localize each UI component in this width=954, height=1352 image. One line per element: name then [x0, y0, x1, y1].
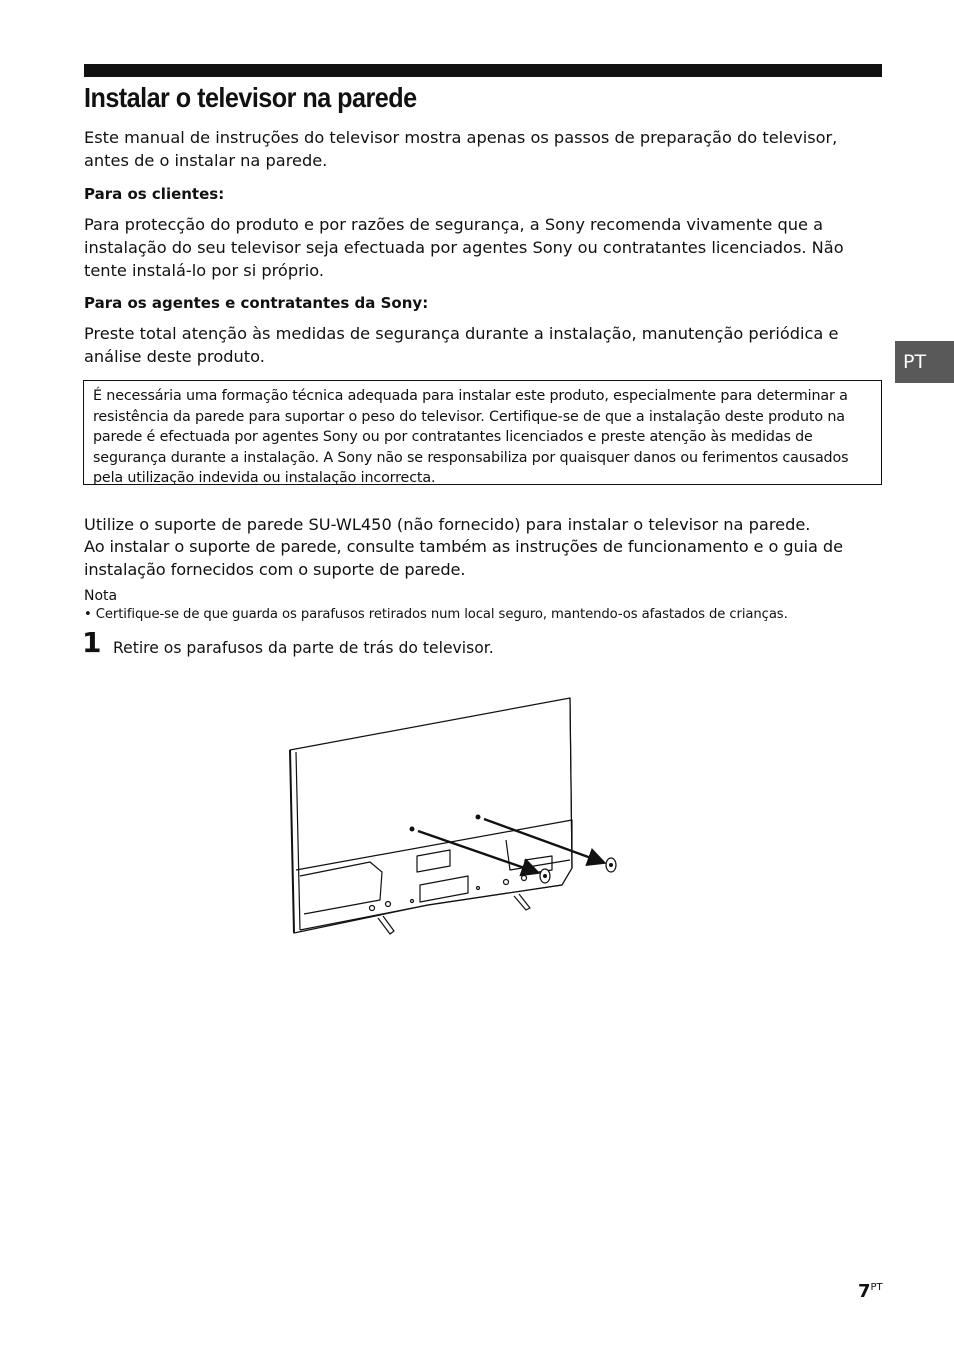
intro-paragraph: Este manual de instruções do televisor mostra apenas os passos de preparação do televisor, antes de o instalar na parede. — [84, 128, 838, 170]
tv-rear-illustration — [270, 690, 640, 950]
step-number: 1 — [82, 626, 102, 659]
bullet: • — [84, 607, 92, 622]
customers-heading: Para os clientes: — [84, 185, 225, 203]
customers-paragraph: Para protecção do produto e por razões de segurança, a Sony recomenda vivamente que a instalação do seu televisor seja efectuada por agentes Sony ou contratantes licenciados. Não tente instalá-lo por si próprio. — [84, 215, 844, 280]
note-label: Nota — [84, 588, 118, 604]
page-number-suffix: PT — [870, 1282, 883, 1293]
section-top-bar — [84, 64, 882, 77]
page-title: Instalar o televisor na parede — [84, 82, 417, 113]
step-text: Retire os parafusos da parte de trás do televisor. — [113, 639, 494, 657]
page-number — [858, 1281, 883, 1302]
warning-box: É necessária uma formação técnica adequada para instalar este produto, especialmente para determinar a resistência da parede para suportar o peso do televisor. Certifique-se de que a instalação deste produto na parede é efectuada por agentes Sony ou por contratantes licenciados e preste atenção às medidas de segurança durante a instalação. A Sony não se responsabiliza por quaisquer danos ou ferimentos causados pela utilização indevida ou instalação incorrecta. — [83, 380, 882, 485]
note-item-text: Certifique-se de que guarda os parafusos retirados num local seguro, mantendo-os afastados de crianças. — [95, 607, 788, 622]
dealers-heading: Para os agentes e contratantes da Sony: — [84, 294, 429, 312]
dealers-paragraph: Preste total atenção às medidas de segurança durante a instalação, manutenção periódica e análise deste produto. — [84, 324, 839, 366]
page-number-value: 7 — [858, 1281, 871, 1302]
language-tab: PT — [895, 341, 954, 383]
bracket-paragraph-2: Ao instalar o suporte de parede, consulte também as instruções de funcionamento e o guia de instalação fornecidos com o suporte de parede. — [84, 537, 843, 579]
note-item — [84, 607, 788, 622]
bracket-paragraph-1: Utilize o suporte de parede SU-WL450 (não fornecido) para instalar o televisor na parede. — [84, 515, 811, 534]
